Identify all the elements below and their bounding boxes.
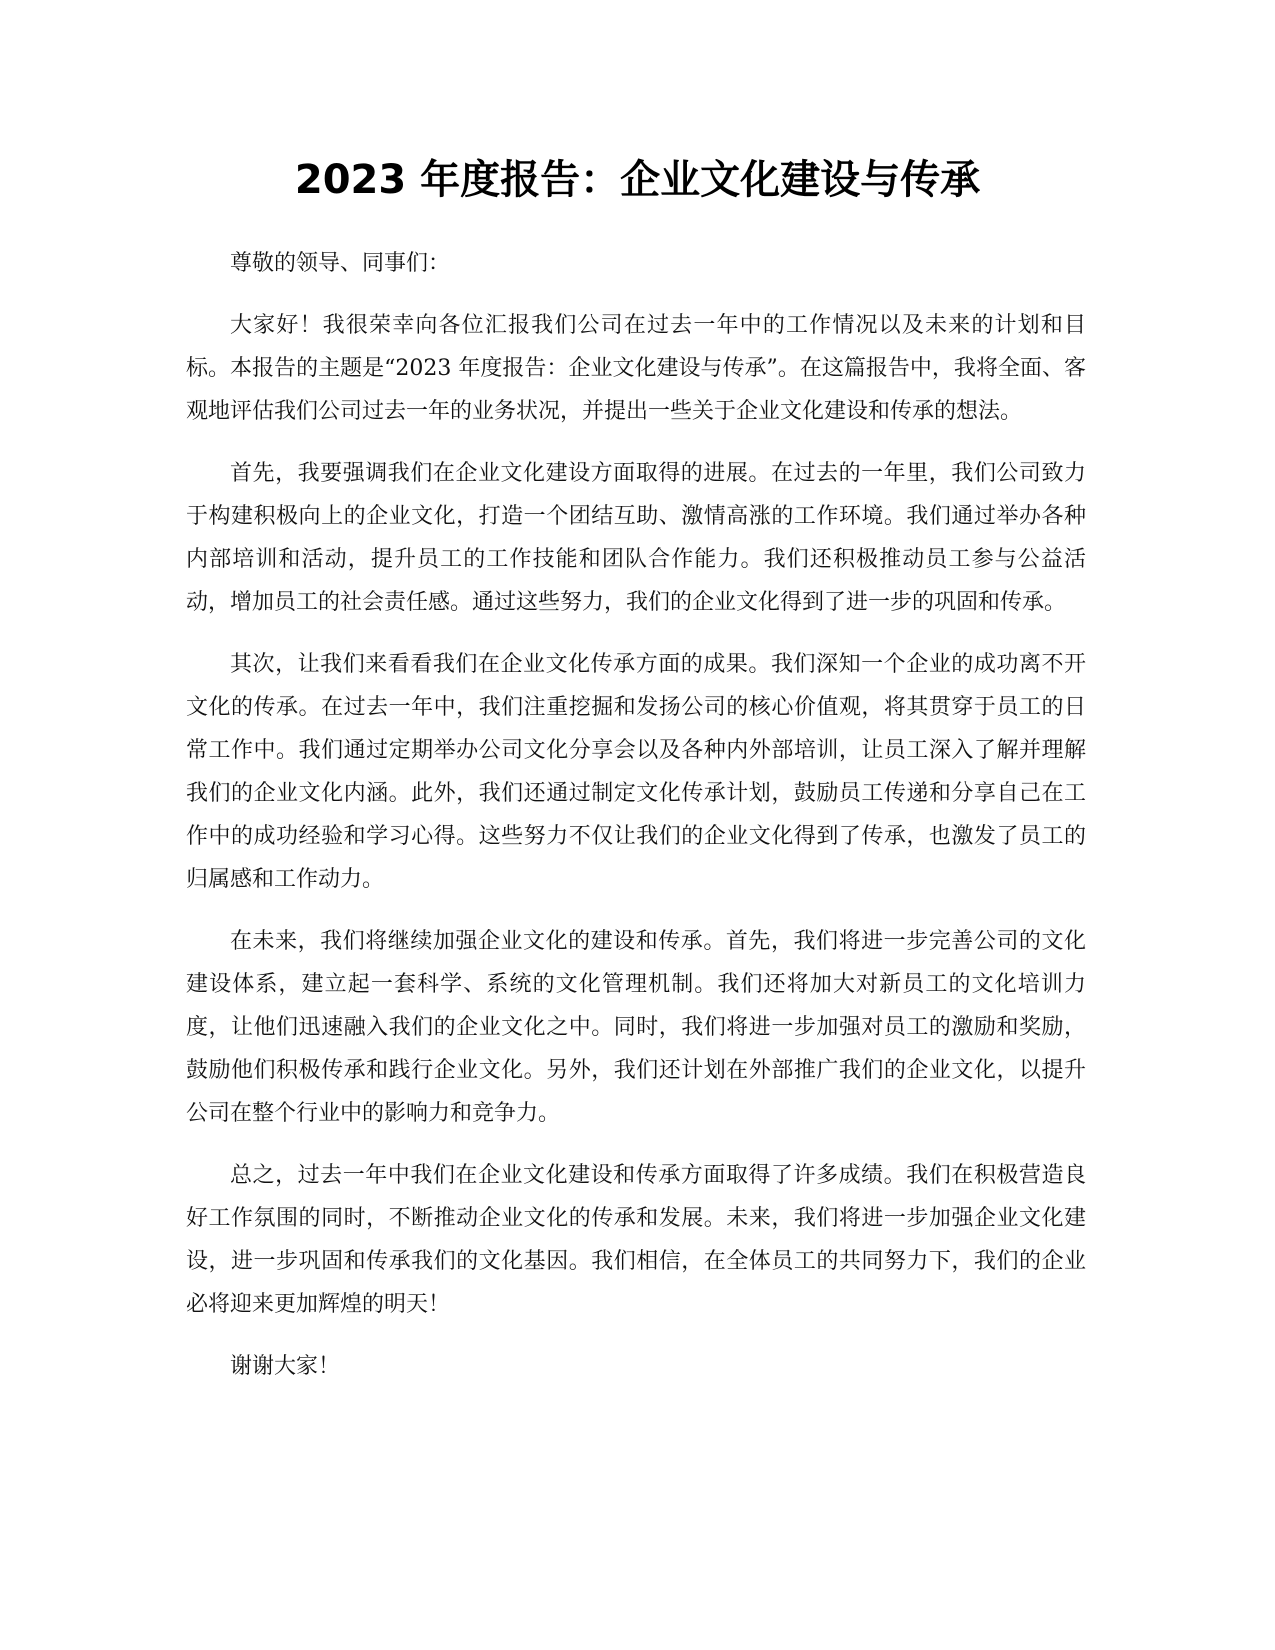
heritage-paragraph: 其次，让我们来看看我们在企业文化传承方面的成果。我们深知一个企业的成功离不开文化的传承。在过去一年中，我们注重挖掘和发扬公司的核心价值观，将其贯穿于员工的日常工作中。我们通过定期举办公司文化分享会以及各种内外部培训，让员工深入了解并理解我们的企业文化内涵。此外，我们还通过制定文化传承计划，鼓励员工传递和分享自己在工作中的成功经验和学习心得。这些努力不仅让我们的企业文化得到了传承，也激发了员工的归属感和工作动力。: [186, 652, 1086, 892]
summary-paragraph: 总之，过去一年中我们在企业文化建设和传承方面取得了许多成绩。我们在积极营造良好工作氛围的同时，不断推动企业文化的传承和发展。未来，我们将进一步加强企业文化建设，进一步巩固和传承我们的文化基因。我们相信，在全体员工的共同努力下，我们的企业必将迎来更加辉煌的明天！: [186, 1163, 1086, 1317]
future-paragraph: 在未来，我们将继续加强企业文化的建设和传承。首先，我们将进一步完善公司的文化建设体系，建立起一套科学、系统的文化管理机制。我们还将加大对新员工的文化培训力度，让他们迅速融入我们的企业文化之中。同时，我们将进一步加强对员工的激励和奖励，鼓励他们积极传承和践行企业文化。另外，我们还计划在外部推广我们的企业文化，以提升公司在整个行业中的影响力和竞争力。: [186, 929, 1086, 1126]
document-body: [186, 242, 1086, 1407]
closing-paragraph: 谢谢大家！: [230, 1354, 341, 1379]
intro-paragraph: 大家好！我很荣幸向各位汇报我们公司在过去一年中的工作情况以及未来的计划和目标。本报告的主题是“2023 年度报告：企业文化建设与传承”。在这篇报告中，我将全面、客观地评估我们公司过去一年的业务状况，并提出一些关于企业文化建设和传承的想法。: [186, 313, 1086, 424]
document-title: 2023 年度报告：企业文化建设与传承: [294, 157, 981, 203]
progress-paragraph: 首先，我要强调我们在企业文化建设方面取得的进展。在过去的一年里，我们公司致力于构建积极向上的企业文化，打造一个团结互助、激情高涨的工作环境。我们通过举办各种内部培训和活动，提升员工的工作技能和团队合作能力。我们还积极推动员工参与公益活动，增加员工的社会责任感。通过这些努力，我们的企业文化得到了进一步的巩固和传承。: [186, 461, 1086, 615]
salutation-paragraph: 尊敬的领导、同事们：: [230, 251, 451, 276]
